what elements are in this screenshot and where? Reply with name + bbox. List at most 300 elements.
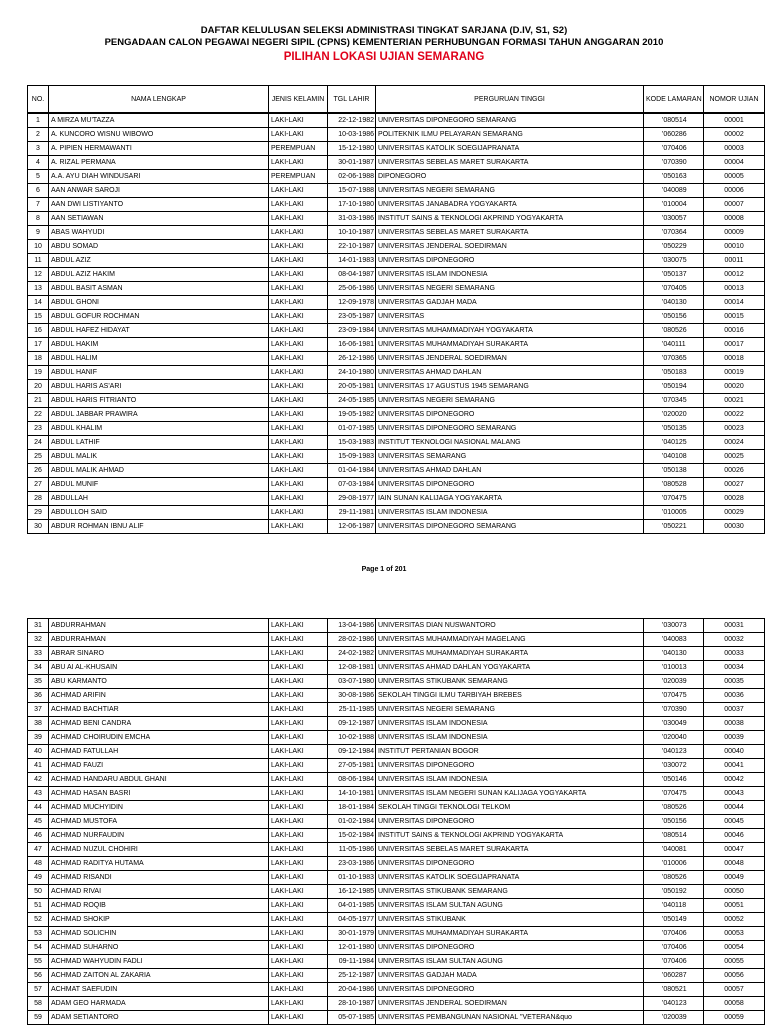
cell-jenis-kelamin: LAKI-LAKI [269, 969, 328, 983]
cell-jenis-kelamin: LAKI-LAKI [269, 997, 328, 1011]
cell-perguruan-tinggi: UNIVERSITAS ISLAM INDONESIA [376, 731, 644, 745]
cell-tgl-lahir: 23-05-1987 [328, 310, 376, 324]
cell-perguruan-tinggi: UNIVERSITAS NEGERI SEMARANG [376, 282, 644, 296]
cell-nomor-ujian: 00005 [704, 170, 765, 184]
table-row [28, 997, 765, 1011]
cell-perguruan-tinggi: UNIVERSITAS ISLAM SULTAN AGUNG [376, 955, 644, 969]
cell-perguruan-tinggi: UNIVERSITAS AHMAD DAHLAN YOGYAKARTA [376, 661, 644, 675]
cell-nama: ACHMAD HASAN BASRI [49, 787, 269, 801]
cell-jenis-kelamin: LAKI-LAKI [269, 394, 328, 408]
table-row [28, 338, 765, 352]
cell-kode-lamaran: '070475 [644, 689, 704, 703]
cell-tgl-lahir: 24-02-1982 [328, 647, 376, 661]
cell-nama: A. KUNCORO WISNU WIBOWO [49, 128, 269, 142]
cell-jenis-kelamin: LAKI-LAKI [269, 647, 328, 661]
cell-no: 47 [28, 843, 49, 857]
cell-nomor-ujian: 00027 [704, 478, 765, 492]
table-row [28, 703, 765, 717]
cell-tgl-lahir: 18-01-1984 [328, 801, 376, 815]
cell-tgl-lahir: 26-12-1986 [328, 352, 376, 366]
cell-no: 50 [28, 885, 49, 899]
cell-nomor-ujian: 00054 [704, 941, 765, 955]
cell-nama: A. PIPIEN HERMAWANTI [49, 142, 269, 156]
cell-kode-lamaran: '040130 [644, 647, 704, 661]
table-row [28, 731, 765, 745]
cell-no: 24 [28, 436, 49, 450]
cell-kode-lamaran: '030073 [644, 619, 704, 633]
cell-nama: ACHMAD BENI CANDRA [49, 717, 269, 731]
table-row [28, 520, 765, 534]
cell-tgl-lahir: 04-01-1985 [328, 899, 376, 913]
table-row [28, 843, 765, 857]
col-header-nama: NAMA LENGKAP [49, 86, 269, 114]
cell-no: 15 [28, 310, 49, 324]
cell-kode-lamaran: '070406 [644, 955, 704, 969]
results-table-page-2 [27, 618, 765, 1025]
cell-perguruan-tinggi: UNIVERSITAS KATOLIK SOEGIJAPRANATA [376, 871, 644, 885]
table-row [28, 240, 765, 254]
cell-kode-lamaran: '040108 [644, 450, 704, 464]
table-row [28, 955, 765, 969]
table-row [28, 885, 765, 899]
cell-jenis-kelamin: LAKI-LAKI [269, 226, 328, 240]
cell-nama: ABDUL HARIS FITRIANTO [49, 394, 269, 408]
cell-perguruan-tinggi: UNIVERSITAS DIPONEGORO SEMARANG [376, 113, 644, 128]
cell-perguruan-tinggi: UNIVERSITAS ISLAM INDONESIA [376, 717, 644, 731]
cell-kode-lamaran: '050163 [644, 170, 704, 184]
cell-nama: ADAM GEO HARMADA [49, 997, 269, 1011]
table-row [28, 661, 765, 675]
cell-kode-lamaran: '030057 [644, 212, 704, 226]
cell-kode-lamaran: '050138 [644, 464, 704, 478]
cell-nomor-ujian: 00004 [704, 156, 765, 170]
cell-jenis-kelamin: LAKI-LAKI [269, 857, 328, 871]
cell-nama: ABDUL GOFUR ROCHMAN [49, 310, 269, 324]
cell-nama: ABRAR SINARO [49, 647, 269, 661]
cell-tgl-lahir: 15-03-1983 [328, 436, 376, 450]
cell-kode-lamaran: '040118 [644, 899, 704, 913]
cell-no: 52 [28, 913, 49, 927]
cell-kode-lamaran: '070390 [644, 156, 704, 170]
cell-perguruan-tinggi: UNIVERSITAS [376, 310, 644, 324]
table-row [28, 184, 765, 198]
cell-nomor-ujian: 00020 [704, 380, 765, 394]
cell-nama: ABDUL HAKIM [49, 338, 269, 352]
table-row [28, 941, 765, 955]
table-row [28, 366, 765, 380]
cell-kode-lamaran: '050183 [644, 366, 704, 380]
table-row [28, 408, 765, 422]
cell-tgl-lahir: 03-07-1980 [328, 675, 376, 689]
table-body-page-2 [28, 619, 765, 1025]
cell-perguruan-tinggi: INSTITUT SAINS & TEKNOLOGI AKPRIND YOGYAKARTA [376, 829, 644, 843]
cell-nama: ABDUL AZIZ [49, 254, 269, 268]
cell-jenis-kelamin: LAKI-LAKI [269, 422, 328, 436]
table-row [28, 352, 765, 366]
cell-jenis-kelamin: LAKI-LAKI [269, 156, 328, 170]
table-row [28, 913, 765, 927]
cell-no: 21 [28, 394, 49, 408]
cell-nomor-ujian: 00055 [704, 955, 765, 969]
table-row [28, 254, 765, 268]
cell-jenis-kelamin: LAKI-LAKI [269, 703, 328, 717]
cell-kode-lamaran: '080514 [644, 113, 704, 128]
cell-perguruan-tinggi: UNIVERSITAS SEBELAS MARET SURAKARTA [376, 843, 644, 857]
table-row [28, 212, 765, 226]
cell-perguruan-tinggi: UNIVERSITAS MUHAMMADIYAH SURAKARTA [376, 338, 644, 352]
cell-jenis-kelamin: LAKI-LAKI [269, 282, 328, 296]
cell-no: 28 [28, 492, 49, 506]
col-header-no: NO. [28, 86, 49, 114]
cell-nama: ACHMAD RIVAI [49, 885, 269, 899]
table-body-page-1 [28, 113, 765, 534]
cell-tgl-lahir: 01-10-1983 [328, 871, 376, 885]
cell-tgl-lahir: 05-07-1985 [328, 1011, 376, 1025]
cell-no: 54 [28, 941, 49, 955]
cell-tgl-lahir: 30-01-1979 [328, 927, 376, 941]
cell-no: 56 [28, 969, 49, 983]
cell-nomor-ujian: 00007 [704, 198, 765, 212]
cell-tgl-lahir: 10-10-1987 [328, 226, 376, 240]
cell-perguruan-tinggi: UNIVERSITAS ISLAM NEGERI SUNAN KALIJAGA YOGYAKARTA [376, 787, 644, 801]
cell-jenis-kelamin: LAKI-LAKI [269, 1011, 328, 1025]
cell-perguruan-tinggi: UNIVERSITAS 17 AGUSTUS 1945 SEMARANG [376, 380, 644, 394]
cell-no: 36 [28, 689, 49, 703]
cell-perguruan-tinggi: UNIVERSITAS DIPONEGORO [376, 759, 644, 773]
cell-kode-lamaran: '080514 [644, 829, 704, 843]
cell-nama: ABAS WAHYUDI [49, 226, 269, 240]
cell-kode-lamaran: '050194 [644, 380, 704, 394]
table-row [28, 282, 765, 296]
cell-nomor-ujian: 00056 [704, 969, 765, 983]
cell-perguruan-tinggi: INSTITUT PERTANIAN BOGOR [376, 745, 644, 759]
cell-kode-lamaran: '050156 [644, 310, 704, 324]
cell-perguruan-tinggi: UNIVERSITAS AHMAD DAHLAN [376, 366, 644, 380]
cell-tgl-lahir: 01-02-1984 [328, 815, 376, 829]
cell-perguruan-tinggi: UNIVERSITAS NEGERI SEMARANG [376, 184, 644, 198]
cell-perguruan-tinggi: UNIVERSITAS NEGERI SEMARANG [376, 703, 644, 717]
cell-tgl-lahir: 14-01-1983 [328, 254, 376, 268]
cell-nama: ACHMAD WAHYUDIN FADLI [49, 955, 269, 969]
cell-perguruan-tinggi: UNIVERSITAS JENDERAL SOEDIRMAN [376, 240, 644, 254]
cell-jenis-kelamin: LAKI-LAKI [269, 955, 328, 969]
cell-perguruan-tinggi: SEKOLAH TINGGI ILMU TARBIYAH BREBES [376, 689, 644, 703]
cell-perguruan-tinggi: UNIVERSITAS ISLAM INDONESIA [376, 773, 644, 787]
document-subtitle-location: PILIHAN LOKASI UJIAN SEMARANG [283, 51, 485, 63]
cell-perguruan-tinggi: INSTITUT TEKNOLOGI NASIONAL MALANG [376, 436, 644, 450]
table-row [28, 773, 765, 787]
cell-perguruan-tinggi: UNIVERSITAS KATOLIK SOEGIJAPRANATA [376, 142, 644, 156]
cell-no: 27 [28, 478, 49, 492]
cell-no: 2 [28, 128, 49, 142]
cell-jenis-kelamin: LAKI-LAKI [269, 184, 328, 198]
cell-nomor-ujian: 00024 [704, 436, 765, 450]
table-row [28, 450, 765, 464]
cell-jenis-kelamin: LAKI-LAKI [269, 310, 328, 324]
table-row [28, 156, 765, 170]
page-number: Page 1 of 201 [361, 566, 407, 573]
cell-no: 16 [28, 324, 49, 338]
cell-nomor-ujian: 00032 [704, 633, 765, 647]
cell-tgl-lahir: 08-04-1987 [328, 268, 376, 282]
cell-nama: A MIRZA MU'TAZZA [49, 113, 269, 128]
cell-nama: ACHMAD RISANDI [49, 871, 269, 885]
cell-jenis-kelamin: PEREMPUAN [269, 170, 328, 184]
cell-nama: ABDUL MUNIF [49, 478, 269, 492]
cell-tgl-lahir: 01-07-1985 [328, 422, 376, 436]
cell-nama: ABDUL MALIK [49, 450, 269, 464]
table-row [28, 1011, 765, 1025]
cell-tgl-lahir: 29-11-1981 [328, 506, 376, 520]
cell-tgl-lahir: 12-01-1980 [328, 941, 376, 955]
cell-tgl-lahir: 02-06-1988 [328, 170, 376, 184]
cell-tgl-lahir: 25-06-1986 [328, 282, 376, 296]
cell-perguruan-tinggi: UNIVERSITAS ISLAM SULTAN AGUNG [376, 899, 644, 913]
table-row [28, 394, 765, 408]
cell-no: 41 [28, 759, 49, 773]
cell-jenis-kelamin: LAKI-LAKI [269, 941, 328, 955]
cell-nomor-ujian: 00003 [704, 142, 765, 156]
cell-perguruan-tinggi: UNIVERSITAS ISLAM INDONESIA [376, 268, 644, 282]
cell-nomor-ujian: 00037 [704, 703, 765, 717]
cell-nomor-ujian: 00011 [704, 254, 765, 268]
cell-jenis-kelamin: LAKI-LAKI [269, 927, 328, 941]
cell-tgl-lahir: 20-04-1986 [328, 983, 376, 997]
cell-nama: ABDULLAH [49, 492, 269, 506]
table-row [28, 787, 765, 801]
cell-nomor-ujian: 00012 [704, 268, 765, 282]
cell-perguruan-tinggi: UNIVERSITAS DIPONEGORO [376, 478, 644, 492]
cell-nama: ACHMAD RADITYA HUTAMA [49, 857, 269, 871]
cell-nomor-ujian: 00036 [704, 689, 765, 703]
cell-nomor-ujian: 00006 [704, 184, 765, 198]
cell-nama: ACHMAD MUCHYIDIN [49, 801, 269, 815]
table-row [28, 633, 765, 647]
col-header-jenis-kelamin: JENIS KELAMIN [269, 86, 328, 114]
table-row [28, 619, 765, 633]
cell-kode-lamaran: '080526 [644, 801, 704, 815]
cell-tgl-lahir: 07-03-1984 [328, 478, 376, 492]
cell-jenis-kelamin: LAKI-LAKI [269, 198, 328, 212]
cell-tgl-lahir: 09-12-1987 [328, 717, 376, 731]
cell-jenis-kelamin: LAKI-LAKI [269, 254, 328, 268]
cell-tgl-lahir: 16-12-1985 [328, 885, 376, 899]
cell-jenis-kelamin: LAKI-LAKI [269, 689, 328, 703]
cell-nama: ACHMAD SOLICHIN [49, 927, 269, 941]
cell-perguruan-tinggi: UNIVERSITAS JENDERAL SOEDIRMAN [376, 352, 644, 366]
cell-no: 3 [28, 142, 49, 156]
cell-nama: ACHMAD SHOKIP [49, 913, 269, 927]
cell-tgl-lahir: 15-09-1983 [328, 450, 376, 464]
cell-nama: ABDU SOMAD [49, 240, 269, 254]
cell-jenis-kelamin: LAKI-LAKI [269, 366, 328, 380]
cell-kode-lamaran: '070406 [644, 941, 704, 955]
cell-tgl-lahir: 10-02-1988 [328, 731, 376, 745]
cell-kode-lamaran: '070475 [644, 492, 704, 506]
cell-jenis-kelamin: LAKI-LAKI [269, 801, 328, 815]
cell-no: 45 [28, 815, 49, 829]
table-row [28, 857, 765, 871]
cell-nama: ABDULLOH SAID [49, 506, 269, 520]
table-row [28, 142, 765, 156]
cell-jenis-kelamin: LAKI-LAKI [269, 773, 328, 787]
cell-kode-lamaran: '020040 [644, 731, 704, 745]
table-row [28, 829, 765, 843]
cell-nama: ABDUL LATHIF [49, 436, 269, 450]
cell-tgl-lahir: 12-08-1981 [328, 661, 376, 675]
cell-nomor-ujian: 00021 [704, 394, 765, 408]
cell-tgl-lahir: 25-11-1985 [328, 703, 376, 717]
cell-no: 44 [28, 801, 49, 815]
cell-nomor-ujian: 00002 [704, 128, 765, 142]
cell-tgl-lahir: 15-02-1984 [328, 829, 376, 843]
table-row [28, 983, 765, 997]
cell-jenis-kelamin: LAKI-LAKI [269, 520, 328, 534]
cell-no: 30 [28, 520, 49, 534]
cell-nama: ACHMAD ARIFIN [49, 689, 269, 703]
cell-perguruan-tinggi: UNIVERSITAS ISLAM INDONESIA [376, 506, 644, 520]
cell-perguruan-tinggi: UNIVERSITAS AHMAD DAHLAN [376, 464, 644, 478]
cell-nomor-ujian: 00031 [704, 619, 765, 633]
cell-tgl-lahir: 04-05-1977 [328, 913, 376, 927]
table-row [28, 170, 765, 184]
cell-jenis-kelamin: LAKI-LAKI [269, 829, 328, 843]
cell-nomor-ujian: 00013 [704, 282, 765, 296]
cell-kode-lamaran: '060287 [644, 969, 704, 983]
cell-jenis-kelamin: LAKI-LAKI [269, 675, 328, 689]
table-row [28, 198, 765, 212]
table-row [28, 871, 765, 885]
cell-perguruan-tinggi: UNIVERSITAS DIPONEGORO [376, 941, 644, 955]
cell-nama: A.A. AYU DIAH WINDUSARI [49, 170, 269, 184]
cell-tgl-lahir: 28-02-1986 [328, 633, 376, 647]
cell-jenis-kelamin: PEREMPUAN [269, 142, 328, 156]
cell-nama: ABDUL JABBAR PRAWIRA [49, 408, 269, 422]
cell-nomor-ujian: 00048 [704, 857, 765, 871]
table-row [28, 436, 765, 450]
table-row [28, 113, 765, 128]
cell-no: 58 [28, 997, 49, 1011]
cell-kode-lamaran: '050149 [644, 913, 704, 927]
cell-nomor-ujian: 00033 [704, 647, 765, 661]
cell-perguruan-tinggi: UNIVERSITAS SEBELAS MARET SURAKARTA [376, 156, 644, 170]
table-row [28, 801, 765, 815]
cell-nama: ABDURRAHMAN [49, 633, 269, 647]
cell-no: 53 [28, 927, 49, 941]
cell-nama: ACHMAT SAEFUDIN [49, 983, 269, 997]
cell-kode-lamaran: '020020 [644, 408, 704, 422]
cell-tgl-lahir: 30-08-1986 [328, 689, 376, 703]
cell-perguruan-tinggi: UNIVERSITAS GADJAH MADA [376, 969, 644, 983]
cell-tgl-lahir: 09-12-1984 [328, 745, 376, 759]
cell-no: 25 [28, 450, 49, 464]
cell-kode-lamaran: '070406 [644, 142, 704, 156]
cell-no: 13 [28, 282, 49, 296]
cell-kode-lamaran: '080526 [644, 324, 704, 338]
cell-nama: ACHMAD FAUZI [49, 759, 269, 773]
cell-jenis-kelamin: LAKI-LAKI [269, 983, 328, 997]
document-title-line-1: DAFTAR KELULUSAN SELEKSI ADMINISTRASI TINGKAT SARJANA (D.IV, S1, S2) [200, 25, 568, 36]
cell-perguruan-tinggi: IAIN SUNAN KALIJAGA YOGYAKARTA [376, 492, 644, 506]
cell-perguruan-tinggi: UNIVERSITAS DIPONEGORO [376, 857, 644, 871]
cell-nama: ACHMAD MUSTOFA [49, 815, 269, 829]
cell-nomor-ujian: 00047 [704, 843, 765, 857]
cell-jenis-kelamin: LAKI-LAKI [269, 871, 328, 885]
cell-no: 19 [28, 366, 49, 380]
cell-no: 38 [28, 717, 49, 731]
cell-no: 40 [28, 745, 49, 759]
table-row [28, 464, 765, 478]
cell-kode-lamaran: '070365 [644, 352, 704, 366]
cell-nama: ABDUL AZIZ HAKIM [49, 268, 269, 282]
cell-nama: ACHMAD ROQIB [49, 899, 269, 913]
table-row [28, 745, 765, 759]
cell-nomor-ujian: 00050 [704, 885, 765, 899]
cell-no: 46 [28, 829, 49, 843]
cell-perguruan-tinggi: UNIVERSITAS STIKUBANK SEMARANG [376, 885, 644, 899]
cell-no: 39 [28, 731, 49, 745]
cell-jenis-kelamin: LAKI-LAKI [269, 450, 328, 464]
cell-nama: ACHMAD NURFAUDIN [49, 829, 269, 843]
cell-nomor-ujian: 00010 [704, 240, 765, 254]
cell-perguruan-tinggi: UNIVERSITAS DIPONEGORO [376, 815, 644, 829]
cell-jenis-kelamin: LAKI-LAKI [269, 661, 328, 675]
cell-nama: ACHMAD HANDARU ABDUL GHANI [49, 773, 269, 787]
cell-nomor-ujian: 00029 [704, 506, 765, 520]
cell-kode-lamaran: '040111 [644, 338, 704, 352]
cell-perguruan-tinggi: UNIVERSITAS MUHAMMADIYAH SURAKARTA [376, 647, 644, 661]
cell-nomor-ujian: 00042 [704, 773, 765, 787]
cell-perguruan-tinggi: UNIVERSITAS GADJAH MADA [376, 296, 644, 310]
cell-jenis-kelamin: LAKI-LAKI [269, 492, 328, 506]
cell-nama: ABDURRAHMAN [49, 619, 269, 633]
cell-no: 20 [28, 380, 49, 394]
cell-no: 29 [28, 506, 49, 520]
cell-nama: ABU AI AL-KHUSAIN [49, 661, 269, 675]
cell-kode-lamaran: '070405 [644, 282, 704, 296]
cell-no: 42 [28, 773, 49, 787]
cell-nomor-ujian: 00052 [704, 913, 765, 927]
cell-nomor-ujian: 00009 [704, 226, 765, 240]
col-header-kode-lamaran: KODE LAMARAN [644, 86, 704, 114]
cell-tgl-lahir: 22-12-1982 [328, 113, 376, 128]
cell-tgl-lahir: 14-10-1981 [328, 787, 376, 801]
cell-perguruan-tinggi: UNIVERSITAS DIPONEGORO [376, 254, 644, 268]
cell-kode-lamaran: '070475 [644, 787, 704, 801]
table-row [28, 268, 765, 282]
cell-nomor-ujian: 00001 [704, 113, 765, 128]
cell-jenis-kelamin: LAKI-LAKI [269, 506, 328, 520]
table-row [28, 969, 765, 983]
cell-kode-lamaran: '080526 [644, 871, 704, 885]
table-row [28, 759, 765, 773]
cell-nomor-ujian: 00058 [704, 997, 765, 1011]
cell-nomor-ujian: 00059 [704, 1011, 765, 1025]
cell-kode-lamaran: '020039 [644, 675, 704, 689]
cell-kode-lamaran: '030075 [644, 254, 704, 268]
cell-kode-lamaran: '040083 [644, 633, 704, 647]
cell-no: 48 [28, 857, 49, 871]
cell-jenis-kelamin: LAKI-LAKI [269, 436, 328, 450]
cell-nomor-ujian: 00019 [704, 366, 765, 380]
cell-jenis-kelamin: LAKI-LAKI [269, 619, 328, 633]
cell-jenis-kelamin: LAKI-LAKI [269, 745, 328, 759]
cell-perguruan-tinggi: UNIVERSITAS SEMARANG [376, 450, 644, 464]
cell-jenis-kelamin: LAKI-LAKI [269, 128, 328, 142]
cell-jenis-kelamin: LAKI-LAKI [269, 352, 328, 366]
cell-perguruan-tinggi: UNIVERSITAS DIAN NUSWANTORO [376, 619, 644, 633]
cell-nomor-ujian: 00014 [704, 296, 765, 310]
